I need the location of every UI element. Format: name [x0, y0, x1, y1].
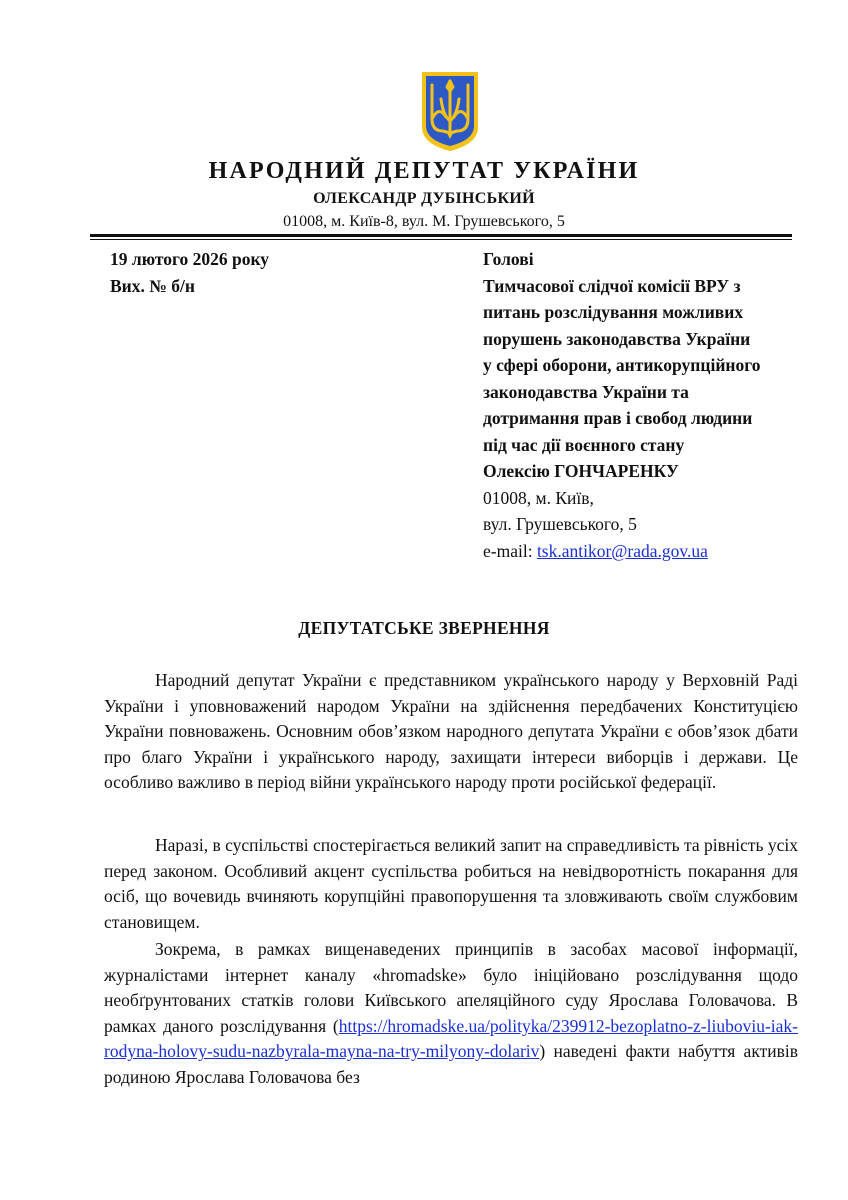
coat-of-arms-icon [419, 69, 481, 153]
recipient-name: Олексію ГОНЧАРЕНКУ [483, 461, 679, 481]
recipient-line: Тимчасової слідчої комісії ВРУ з [483, 275, 741, 296]
body-paragraph-3 [104, 937, 798, 1091]
email-label: e-mail: [483, 540, 537, 561]
recipient-line: порушень законодавства України [483, 328, 751, 349]
recipient-address-line: 01008, м. Київ, [483, 487, 594, 508]
recipient-line: під час дії воєнного стану [483, 434, 685, 455]
deputy-name: ОЛЕКСАНДР ДУБІНСЬКИЙ [313, 190, 535, 207]
header-rule-thick [90, 234, 792, 237]
recipient-block [483, 246, 813, 564]
recipient-line: питань розслідування можливих [483, 302, 744, 322]
recipient-email-row [483, 538, 813, 565]
recipient-line: дотримання прав і свобод людини [483, 408, 753, 428]
letter-meta [110, 246, 269, 300]
document-heading: ДЕПУТАТСЬКЕ ЗВЕРНЕННЯ [298, 618, 550, 638]
paragraph-text-after-link: ) наведені факти набуття активів родиною Ярослава Головачова без [104, 1041, 798, 1087]
paragraph-text [104, 937, 798, 1091]
recipient-line: законодавства України та [483, 381, 689, 402]
email-link[interactable]: tsk.antikor@rada.gov.ua [536, 540, 708, 561]
paragraph-text: Наразі, в суспільстві спостерігається великий запит на справедливість та рівність усіх перед законом. Особливий акцент суспільства робиться на невідворотність покарання для осіб, що вочевидь вчиняють корупційні правопорушення та зловживають своїм службовим становищем. [104, 835, 798, 932]
header-rule-thin [90, 239, 792, 240]
recipient-address-line: вул. Грушевського, 5 [483, 514, 637, 534]
paragraph-text: Народний депутат України є представником українського народу у Верховній Раді України і уповноважений народом України на здійснення передбачених Конституцією України повноважень. Основним обов’язком народного депутата України є обов’язок дбати про благо України і українського народу, захищати інтереси виборців і держави. Це особливо важливо в період війни українського народу проти російської федерації. [104, 670, 798, 793]
letter-date: 19 лютого 2026 року [110, 249, 270, 269]
recipient-line: Голові [483, 249, 534, 269]
paragraph-text-before-link: Зокрема, в рамках вищенаведених принципів в засобах масової інформації, журналістами інтернет каналу «hromadske» було ініційовано розслідування щодо необґрунтованих статків голови Київського апеляційного суду Ярослава Головачова. В рамках даного розслідування ( [104, 939, 798, 1036]
body-paragraph-1 [104, 668, 798, 796]
body-paragraph-2 [104, 833, 798, 935]
recipient-line: у сфері оборони, антикорупційного [483, 355, 761, 375]
header-title: НАРОДНИЙ ДЕПУТАТ УКРАЇНИ [208, 158, 640, 184]
outgoing-number: Вих. № б/н [110, 276, 195, 296]
sender-address: 01008, м. Київ-8, вул. М. Грушевського, 5 [283, 213, 565, 230]
article-link[interactable]: https://hromadske.ua/polityka/239912-bezoplatno-z-liuboviu-iak-rodyna-holovy-sudu-nazbyrala-mayna-na-try-milyony-dolariv [104, 1015, 798, 1062]
